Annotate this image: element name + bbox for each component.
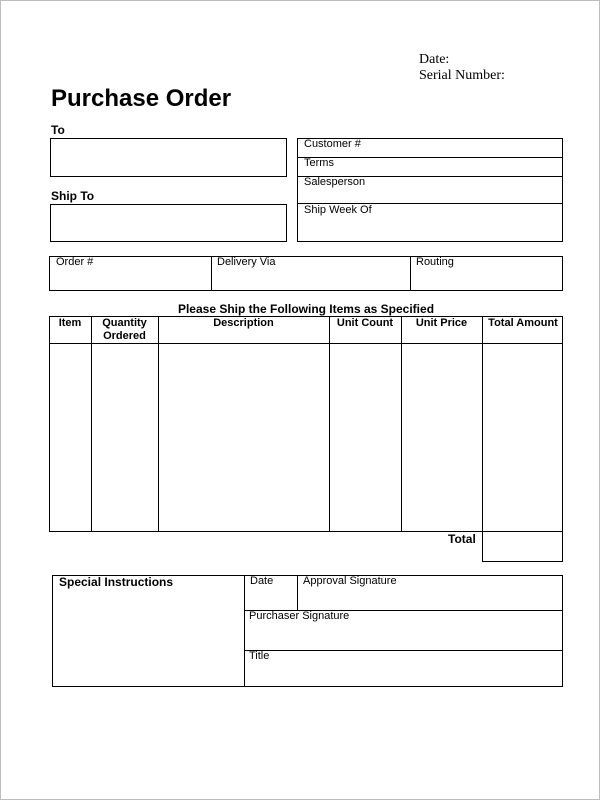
- ship-week-label: Ship Week Of: [304, 204, 372, 216]
- footer-box: [52, 575, 563, 687]
- ship-to-label: Ship To: [51, 189, 95, 203]
- salesperson-label: Salesperson: [304, 176, 366, 188]
- column-header-item: Item: [58, 317, 82, 329]
- purchaser-signature-label: Purchaser Signature: [249, 610, 350, 622]
- divider: [91, 316, 92, 532]
- column-header-description: Description: [213, 317, 274, 329]
- divider: [211, 256, 212, 291]
- customer-info-box: [297, 138, 563, 242]
- divider: [244, 575, 245, 687]
- delivery-via-label: Delivery Via: [217, 256, 276, 268]
- date-label: Date:: [419, 52, 450, 67]
- column-header-total-amount: Total Amount: [488, 317, 558, 329]
- divider: [244, 650, 563, 651]
- divider: [297, 575, 298, 611]
- serial-number-label: Serial Number:: [419, 68, 505, 83]
- divider: [482, 316, 483, 532]
- items-heading: Please Ship the Following Items as Specified: [177, 302, 435, 316]
- divider: [410, 256, 411, 291]
- ship-to-field[interactable]: [50, 204, 287, 242]
- routing-label: Routing: [416, 256, 454, 268]
- to-label: To: [51, 123, 65, 137]
- page-title: Purchase Order: [51, 85, 232, 112]
- terms-label: Terms: [304, 157, 334, 169]
- divider: [401, 316, 402, 532]
- column-header-quantity: Quantity Ordered: [102, 317, 147, 342]
- divider: [49, 343, 563, 344]
- divider: [297, 157, 563, 158]
- column-header-unit-price: Unit Price: [415, 317, 468, 329]
- title-label: Title: [249, 650, 270, 662]
- customer-number-label: Customer #: [304, 138, 361, 150]
- special-instructions-label: Special Instructions: [59, 575, 174, 589]
- total-label: Total: [448, 532, 476, 546]
- total-field[interactable]: [482, 531, 563, 562]
- footer-date-label: Date: [250, 575, 274, 587]
- divider: [329, 316, 330, 532]
- divider: [158, 316, 159, 532]
- order-info-box: [49, 256, 563, 291]
- order-number-label: Order #: [56, 256, 94, 268]
- column-header-unit-count: Unit Count: [336, 317, 394, 329]
- to-field[interactable]: [50, 138, 287, 177]
- items-table: [49, 316, 563, 532]
- approval-signature-label: Approval Signature: [303, 575, 397, 587]
